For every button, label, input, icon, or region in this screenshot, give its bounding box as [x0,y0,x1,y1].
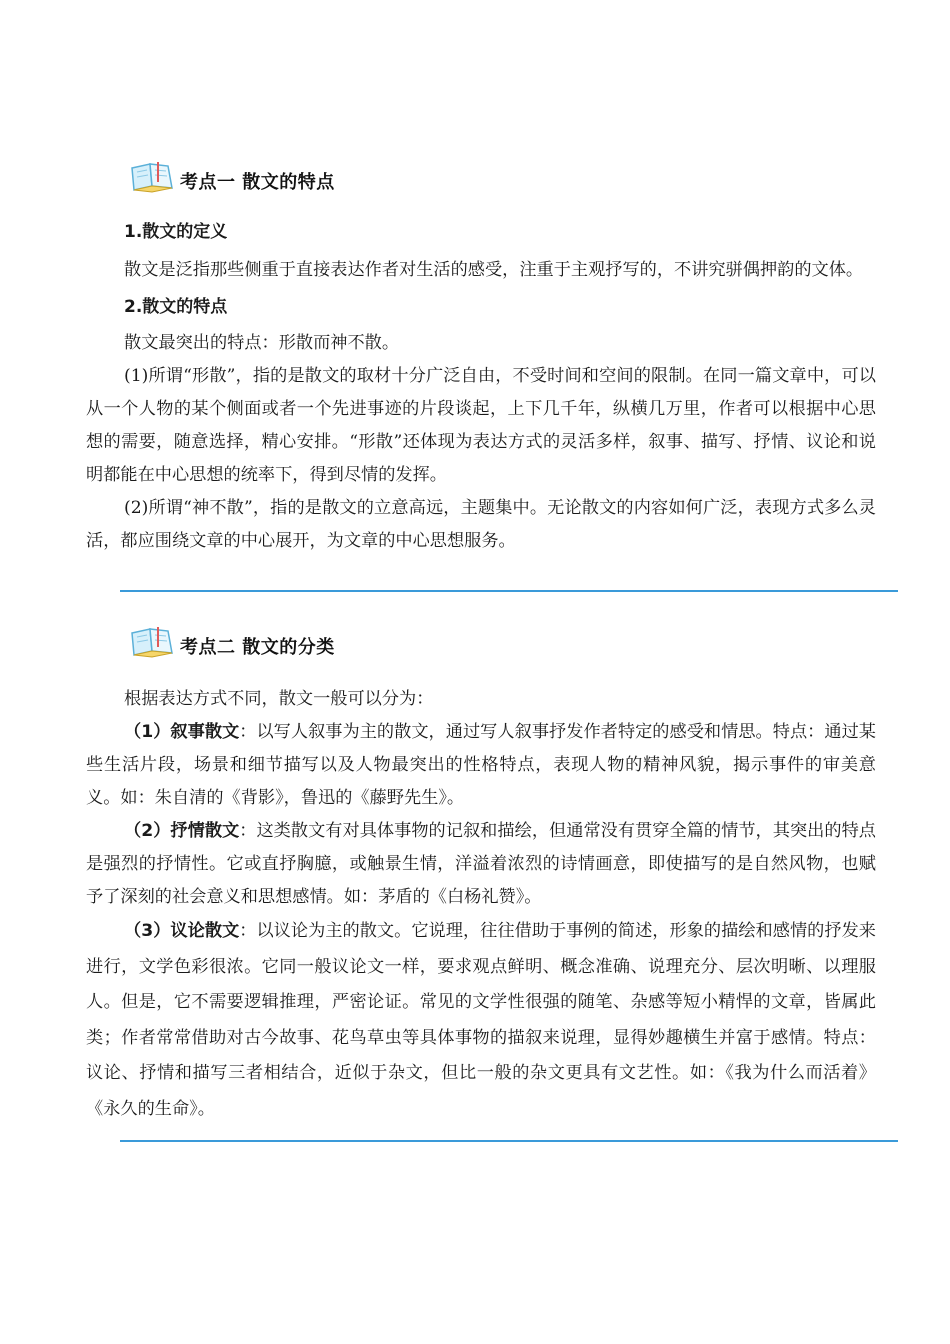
paragraph-shenbusan: (2)所谓“神不散”，指的是散文的立意高远，主题集中。无论散文的内容如何广泛，表现方式多么灵活，都应围绕文章的中心展开，为文章的中心思想服务。 [86,498,876,551]
paragraph-xingsan: (1)所谓“形散”，指的是散文的取材十分广泛自由，不受时间和空间的限制。在同一篇文章中，可以从一个人物的某个侧面或者一个先进事迹的片段谈起，上下几千年，纵横几万里，作者可以根据中心思想的需要，随意选择，精心安排。“形散”还体现为表达方式的灵活多样，叙事、描写、抒情、议论和说明都能在中心思想的统率下，得到尽情的发挥。 [86,366,876,485]
item-text: ：这类散文有对具体事物的记叙和描绘，但通常没有贯穿全篇的情节，其突出的特点是强烈的抒情性。它或直抒胸臆，或触景生情，洋溢着浓烈的诗情画意，即使描写的是自然风物，也赋予了深刻的社会意义和思想感情。如：茅盾的《白杨礼赞》。 [86,821,876,907]
item-text: ：以议论为主的散文。它说理，往往借助于事例的简述，形象的描绘和感情的抒发来进行，文学色彩很浓。它同一般议论文一样，要求观点鲜明、概念准确、说理充分、层次明晰、以理服人。但是，它不需要逻辑推理，严密论证。常见的文学性很强的随笔、杂感等短小精悍的文章，皆属此类；作者常常借助对古今故事、花鸟草虫等具体事物的描叙来说理，显得妙趣横生并富于感情。特点：议论、抒情和描写三者相结合，近似于杂文，但比一般的杂文更具有文艺性。如：《我为什么而活着》《永久的生命》。 [86,921,876,1119]
paragraph-definition: 散文是泛指那些侧重于直接表达作者对生活的感受，注重于主观抒写的，不讲究骈偶押韵的文体。 [124,260,864,280]
paragraph-lyrical-prose [86,815,876,914]
section-heading [86,625,876,665]
section-characteristics [86,160,876,558]
open-book-icon [128,625,176,659]
item-label: （3）议论散文 [124,921,240,941]
open-book-icon [128,160,176,194]
paragraph-features-intro: 散文最突出的特点：形散而神不散。 [124,333,400,353]
paragraph-classification-intro: 根据表达方式不同，散文一般可以分为： [124,689,434,709]
subheading-definition: 1.散文的定义 [124,222,228,242]
section-divider [120,1140,898,1142]
item-label: （1）叙事散文 [124,722,240,742]
subheading-features: 2.散文的特点 [124,297,228,317]
section-heading [86,160,876,200]
item-label: （2）抒情散文 [124,821,240,841]
section-divider [120,590,898,592]
section-title: 考点一 散文的特点 [180,172,335,193]
paragraph-argumentative-prose [86,914,876,1127]
paragraph-narrative-prose [86,716,876,815]
section-title: 考点二 散文的分类 [180,637,335,658]
item-text: ：以写人叙事为主的散文，通过写人叙事抒发作者特定的感受和情思。特点：通过某些生活片段，场景和细节描写以及人物最突出的性格特点，表现人物的精神风貌，揭示事件的审美意义。如：朱自清的《背影》，鲁迅的《藤野先生》。 [86,722,876,808]
section-classification [86,625,876,1127]
